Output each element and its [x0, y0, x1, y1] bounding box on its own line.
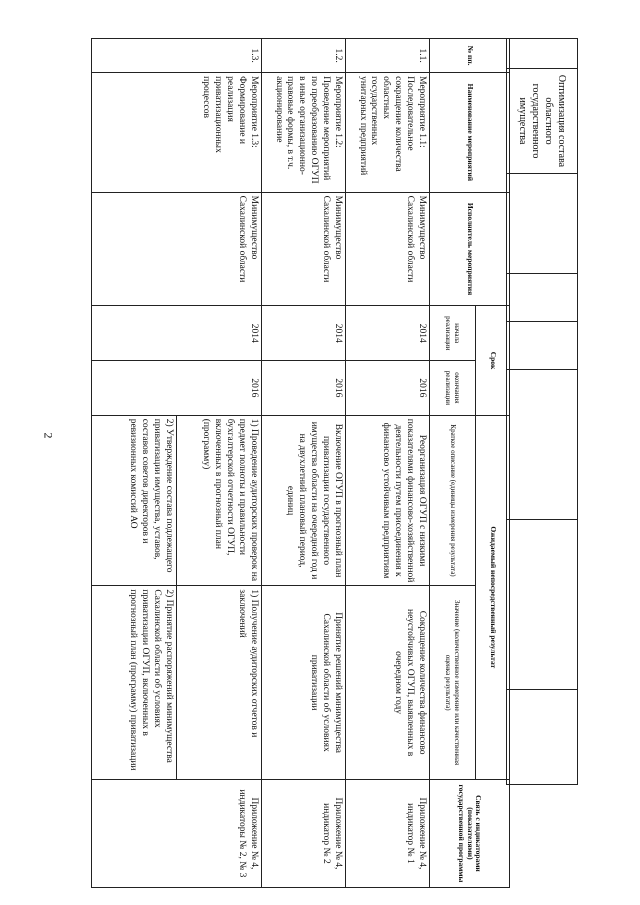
- activities-table: [91, 38, 510, 888]
- header-name: Наименование мероприятий: [430, 73, 510, 192]
- row-num: 1.2.: [262, 39, 346, 73]
- row-executor: Минимущество Сахалинской области: [346, 192, 430, 306]
- section-header-table: [506, 38, 578, 785]
- row-desc: Включение ОГУП в прогнозный план приватизации государственного имущества области на очередной год и на двухлетний плановый период, единиц: [262, 415, 346, 586]
- header-term-end: окончания реализации: [430, 361, 476, 416]
- row-num: 1.1.: [346, 39, 430, 73]
- row-link: Приложение № 4, индикатор № 1: [346, 779, 430, 887]
- row-desc-part: 2) Утверждение состава подлежащего приватизации имущества, уставов, составов советов директоров и ревизионных комиссий АО: [125, 416, 178, 586]
- table-row: [262, 39, 346, 888]
- row-executor: Минимущество Сахалинской области: [262, 192, 346, 306]
- document-sheet: [118, 18, 578, 883]
- header-term: Срок: [476, 306, 510, 415]
- top-empty-cell: [507, 322, 578, 370]
- row-desc-split: [92, 415, 262, 586]
- row-desc-part: 1) Проведение аудиторских проверок на предмет полноты и правильности бухгалтерской отчетности ОГУП, включенных в прогнозный план (программу): [201, 418, 259, 582]
- top-empty-cell: [507, 520, 578, 690]
- row-link: Приложение № 4, индикатор № 2: [262, 779, 346, 887]
- header-expected: Ожидаемый непосредственный результат: [476, 415, 510, 779]
- row-executor: Минимущество Сахалинской области: [92, 192, 262, 306]
- row-value-part: 1) Получение аудиторских отчетов и заключений: [237, 589, 259, 738]
- section-title: Оптимизация состава областного государственного имущества: [507, 69, 578, 174]
- header-expected-desc: Краткое описание (единицы измерения результата): [430, 415, 476, 586]
- row-name: Мероприятие 1.2: Проведение мероприятий по преобразованию ОГУП в иные организационно-правовые формы, в т.ч. акционирование: [262, 73, 346, 192]
- row-value: Принятие решений минимущества Сахалинской области об условиях приватизации: [262, 586, 346, 779]
- row-start: 2014: [346, 306, 430, 361]
- top-empty-cell: [507, 274, 578, 322]
- top-empty-cell: [507, 690, 578, 785]
- row-num: 1.3.: [92, 39, 262, 73]
- top-empty-cell: [507, 370, 578, 520]
- row-name: Мероприятие 1.3: Формирование и реализация приватизационных процессов: [92, 73, 262, 192]
- header-expected-value: Значение (количественное измерение или качественная оценка результата): [430, 586, 476, 779]
- row-start: 2014: [92, 306, 262, 361]
- row-value: Сокращение количества финансово неустойчивых ОГУП, выявленных в очередном году: [346, 586, 430, 779]
- top-empty-cell: [507, 39, 578, 69]
- header-term-start: начала реализации: [430, 306, 476, 361]
- table-row: [92, 39, 262, 888]
- row-end: 2016: [262, 361, 346, 416]
- header-link: Связь с индикаторами (показателями) государственной программы: [430, 779, 510, 887]
- header-num: № пп.: [430, 39, 510, 73]
- row-end: 2016: [346, 361, 430, 416]
- header-executor: Исполнитель мероприятия: [430, 192, 510, 306]
- row-link: Приложение № 4, индикаторы № 2, № 3: [92, 779, 262, 887]
- row-desc: Реорганизация ОГУП с низкими показателями финансово-хозяйственной деятельности путем присоединения к финансово устойчивым предприятиям: [346, 415, 430, 586]
- row-value-split: [92, 586, 262, 779]
- row-name: Мероприятие 1.1: Последовательное сокращение количества областных государственных унитарных предприятий: [346, 73, 430, 192]
- row-start: 2014: [262, 306, 346, 361]
- top-empty-cell: [507, 174, 578, 274]
- table-row: [346, 39, 430, 888]
- row-end: 2016: [92, 361, 262, 416]
- row-value-part: 2) Принятие распоряжений минимущества Сахалинской области об условиях приватизации ОГУП, включенных в прогнозный план (программу) приватизации: [125, 586, 178, 778]
- page-number: 2: [41, 432, 56, 439]
